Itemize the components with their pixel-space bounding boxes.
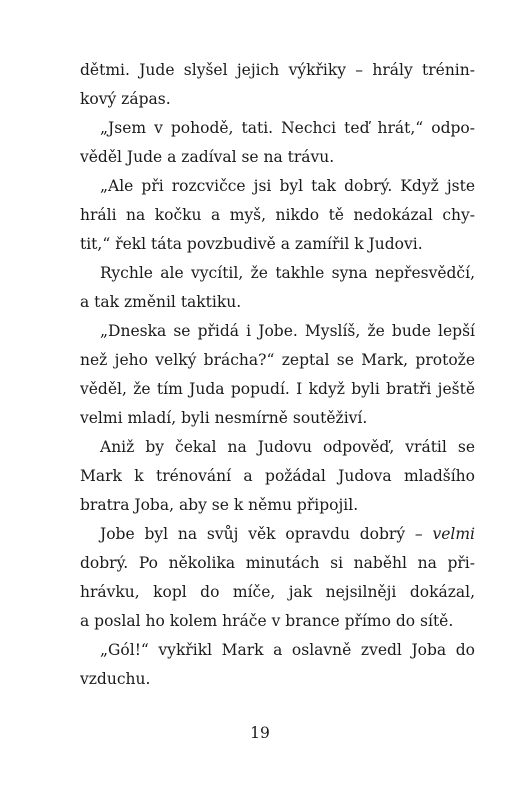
- text-line: Jobe byl na svůj věk opravdu dobrý – velmi: [100, 525, 475, 543]
- text-line: vzduchu.: [80, 670, 151, 688]
- text-line: Aniž by čekal na Judovu odpověď, vrátil se: [100, 438, 475, 456]
- text-line: Rychle ale vycítil, že takhle syna nepřesvědčí,: [100, 264, 475, 282]
- paragraph: [80, 172, 475, 259]
- emphasis: velmi: [432, 525, 475, 543]
- text-line: „Dneska se přidá i Jobe. Myslíš, že bude lepší: [100, 322, 475, 340]
- text-line: než jeho velký brácha?“ zeptal se Mark, protože: [80, 351, 475, 369]
- paragraph: [80, 114, 475, 172]
- text-line: Mark k trénování a požádal Judova mladšího: [80, 467, 475, 485]
- text-line: hráli na kočku a myš, nikdo tě nedokázal chy-: [80, 206, 475, 224]
- paragraph: [80, 317, 475, 433]
- text-line: věděl Jude a zadíval se na trávu.: [80, 148, 335, 166]
- text-line: hrávku, kopl do míče, jak nejsilněji dokázal,: [80, 583, 475, 601]
- text-line: tit,“ řekl táta povzbudivě a zamířil k Judovi.: [80, 235, 423, 253]
- paragraph: [80, 56, 475, 114]
- text-line: „Gól!“ vykřikl Mark a oslavně zvedl Joba do: [100, 641, 475, 659]
- text-line: dobrý. Po několika minutách si naběhl na při-: [80, 554, 475, 572]
- text-line: kový zápas.: [80, 90, 171, 108]
- paragraph: [80, 636, 475, 694]
- body-text: [80, 56, 475, 694]
- text-line: velmi mladí, byli nesmírně soutěživí.: [80, 409, 368, 427]
- text-line: věděl, že tím Juda popudí. I když byli bratři ještě: [80, 380, 475, 398]
- text-line: „Ale při rozcvičce jsi byl tak dobrý. Když jste: [100, 177, 475, 195]
- text-line: a tak změnil taktiku.: [80, 293, 242, 311]
- paragraph: [80, 520, 475, 636]
- paragraph: [80, 433, 475, 520]
- text-line: dětmi. Jude slyšel jejich výkřiky – hrály trénin-: [80, 61, 475, 79]
- text-line: a poslal ho kolem hráče v brance přímo do sítě.: [80, 612, 454, 630]
- paragraph: [80, 259, 475, 317]
- text-line: „Jsem v pohodě, tati. Nechci teď hrát,“ odpo-: [100, 119, 475, 137]
- page-number: 19: [250, 724, 270, 742]
- text-line: bratra Joba, aby se k němu připojil.: [80, 496, 359, 514]
